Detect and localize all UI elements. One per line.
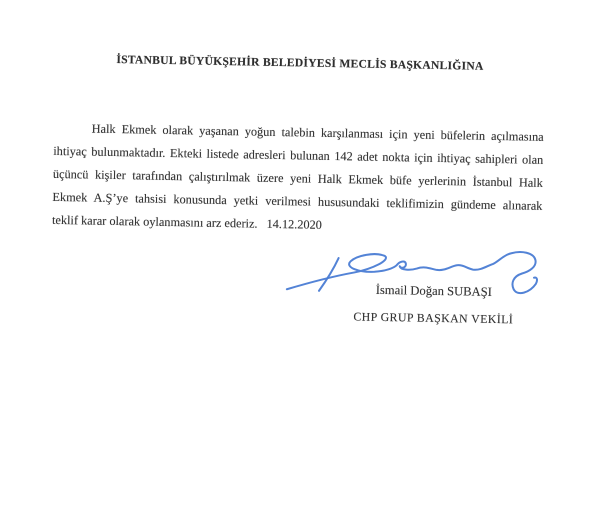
signer-name: İsmail Doğan SUBAŞI bbox=[375, 282, 493, 299]
letter-body bbox=[52, 117, 544, 241]
letter-content bbox=[49, 0, 546, 371]
body-line: Halk Ekmek olarak yaşanan yoğun talebin karşılanması için yeni büfelerin açılmasına bbox=[91, 121, 544, 144]
body-line: üçüncü kişiler tarafından çalıştırılmak üzere yeni Halk Ekmek büfe yerlerinin İstanbul Halk bbox=[52, 166, 543, 190]
body-line: ihtiyaç bulunmaktadır. Ekteki listede adresleri bulunan 142 adet nokta için ihtiyaç sahipleri olan bbox=[53, 143, 544, 167]
document-date: 14.12.2020 bbox=[266, 216, 323, 232]
signer-role: CHP GRUP BAŞKAN VEKİLİ bbox=[353, 309, 514, 327]
signer-identity bbox=[288, 280, 579, 328]
body-line: Ekmek A.Ş’ye tahsisi konusunda yetki verilmesi hususundaki teklifimizin gündeme alınarak bbox=[52, 189, 543, 213]
signature-block bbox=[49, 232, 541, 371]
closing-text: teklif karar olarak oylanmasını arz ederiz. bbox=[51, 212, 258, 231]
recipient-title: İSTANBUL BÜYÜKŞEHİR BELEDİYESİ MECLİS BAŞKANLIĞINA bbox=[116, 53, 484, 73]
